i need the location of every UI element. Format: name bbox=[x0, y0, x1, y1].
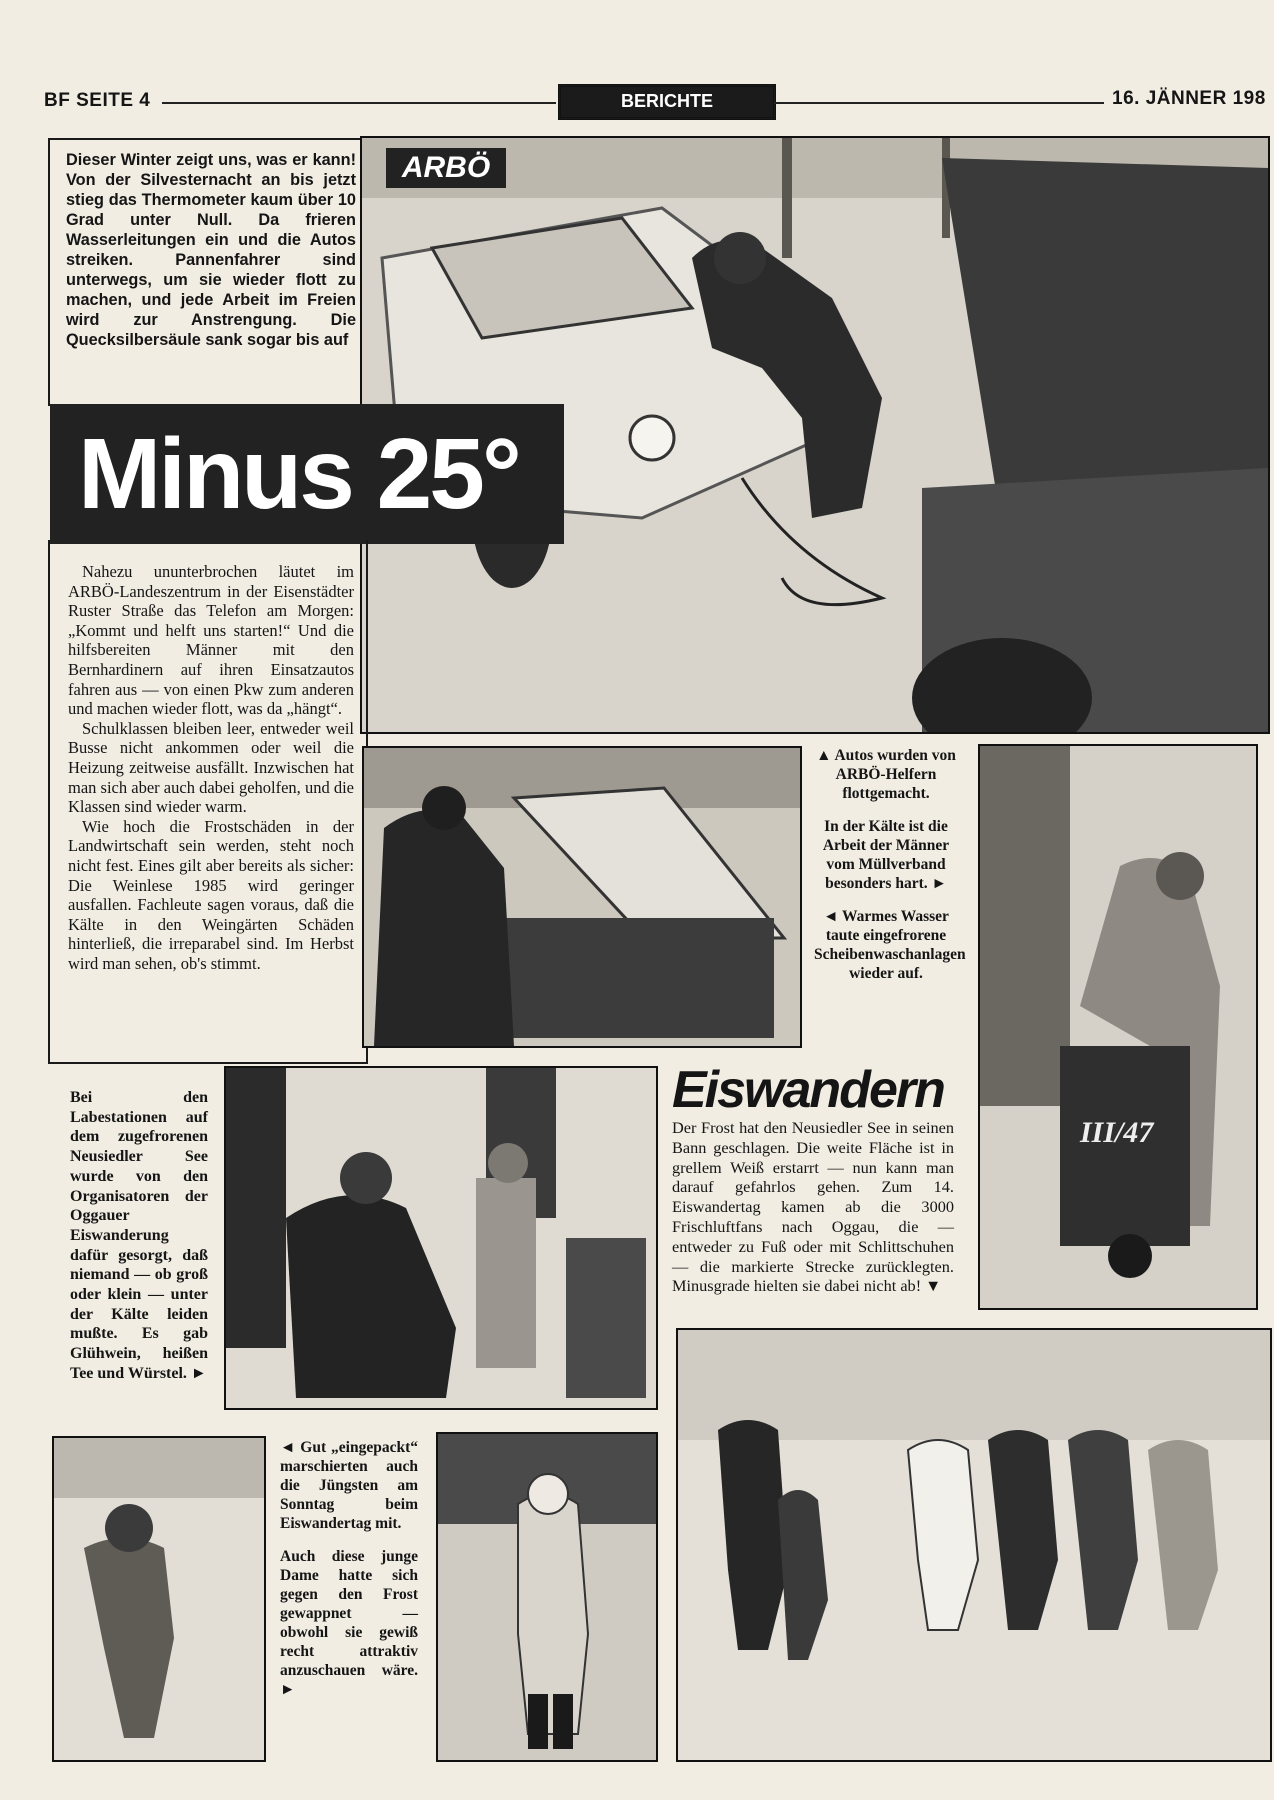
caption-stack bbox=[280, 1438, 418, 1713]
caption-muell: In der Kälte ist die Arbeit der Männer vom Müllverband besonders hart. ► bbox=[822, 818, 950, 892]
intro-text: Dieser Winter zeigt uns, was er kann! Von der Silvesternacht an bis jetzt stieg das Thermometer kaum über 10 Grad unter Null. Da frieren Wasserleitungen ein und die Autos streiken. Pannenfahrer sind unterwegs, um sie wieder flott zu machen, und jede Arbeit im Freien wird zur Anstrengung. Die Quecksilbersäule sank sogar bis auf bbox=[66, 151, 356, 349]
headline-title: Minus 25° bbox=[78, 418, 519, 530]
photo-child bbox=[52, 1436, 266, 1762]
header-rule-left bbox=[162, 102, 556, 104]
article-paragraph: Nahezu ununterbrochen läutet im ARBÖ-Landeszentrum in der Eisenstädter Ruster Straße das Telefon am Morgen: „Kommt und helft uns starten!“ Und die hilfsbereiten Männer mit den Bernhardinern auf ihren Einsatzautos fahren aus — von einen Pkw zum anderen und machen wieder flott, was da „hängt“. bbox=[68, 562, 354, 719]
caption-labe: Bei den Labestationen auf dem zugefrorenen Neusiedler See wurde von den Organisatoren der Oggauer Eiswanderung dafür gesorgt, daß niemand — ob groß oder klein — unter der Kälte leiden mußte. Es gab Glühwein, heißen Tee und Würstel. ► bbox=[70, 1089, 208, 1382]
eiswandern-title: Eiswandern bbox=[672, 1061, 944, 1119]
photo-labestation bbox=[224, 1066, 658, 1410]
eiswandern-text: Der Frost hat den Neusiedler See in seinen Bann geschlagen. Die weite Fläche ist in grellem Weiß erstarrt — nun kann man darauf gefahrlos gehen. Zum 14. Eiswandertag kamen ab die 3000 Frischluftfans nach Oggau, die — entweder zu Fuß oder mit Schlittschuhen — die markierte Strecke zurücklegten. Minusgrade hielten sie dabei nicht ab! ▼ bbox=[672, 1118, 954, 1296]
photo-engine-work bbox=[362, 746, 802, 1048]
arboe-sign: ARBÖ bbox=[386, 148, 506, 188]
header-rule-right bbox=[774, 102, 1104, 104]
section-label: BERICHTE bbox=[558, 84, 776, 120]
caption-arboe: ▲ Autos wurden von ARBÖ-Helfern flottgemacht. bbox=[816, 747, 956, 802]
article-paragraph: Schulklassen bleiben leer, entweder weil Busse nicht ankommen oder weil die Heizung zeitweise ausfällt. Inzwischen hat man sich aber auch dabei geholfen, und die Klassen sind wieder warm. bbox=[68, 718, 354, 817]
caption-dame: Auch diese junge Dame hatte sich gegen den Frost gewappnet — obwohl sie gewiß recht attraktiv anzuschauen wäre. ► bbox=[280, 1548, 418, 1698]
caption-wasser: ◄ Warmes Wasser taute eingefrorene Scheibenwaschanlagen wieder auf. bbox=[814, 908, 966, 982]
caption-column bbox=[814, 746, 966, 997]
photo-eiswanderer bbox=[676, 1328, 1272, 1762]
photo-garbage-bin bbox=[978, 744, 1258, 1310]
page-label: BF SEITE 4 bbox=[44, 90, 151, 111]
caption-kids: ◄ Gut „eingepackt“ marschierten auch die Jüngsten am Sonntag beim Eiswandertag mit. bbox=[280, 1439, 418, 1532]
headline-box bbox=[50, 404, 564, 544]
issue-date: 16. JÄNNER 198 bbox=[1112, 88, 1266, 109]
article-paragraph: Wie hoch die Frostschäden in der Landwirtschaft sein werden, steht noch nicht fest. Eines gilt aber bereits als sicher: Die Weinlese 1985 wird geringer ausfallen. Fachleute sagen voraus, daß die Kälte in den Weingärten Schäden hinterließ, die irreparabel sind. Im Herbst wird man sehen, ob's stimmt. bbox=[68, 816, 354, 973]
photo-young-lady bbox=[436, 1432, 658, 1762]
bin-label: III/47 bbox=[1080, 1116, 1154, 1149]
article-body bbox=[68, 562, 354, 973]
